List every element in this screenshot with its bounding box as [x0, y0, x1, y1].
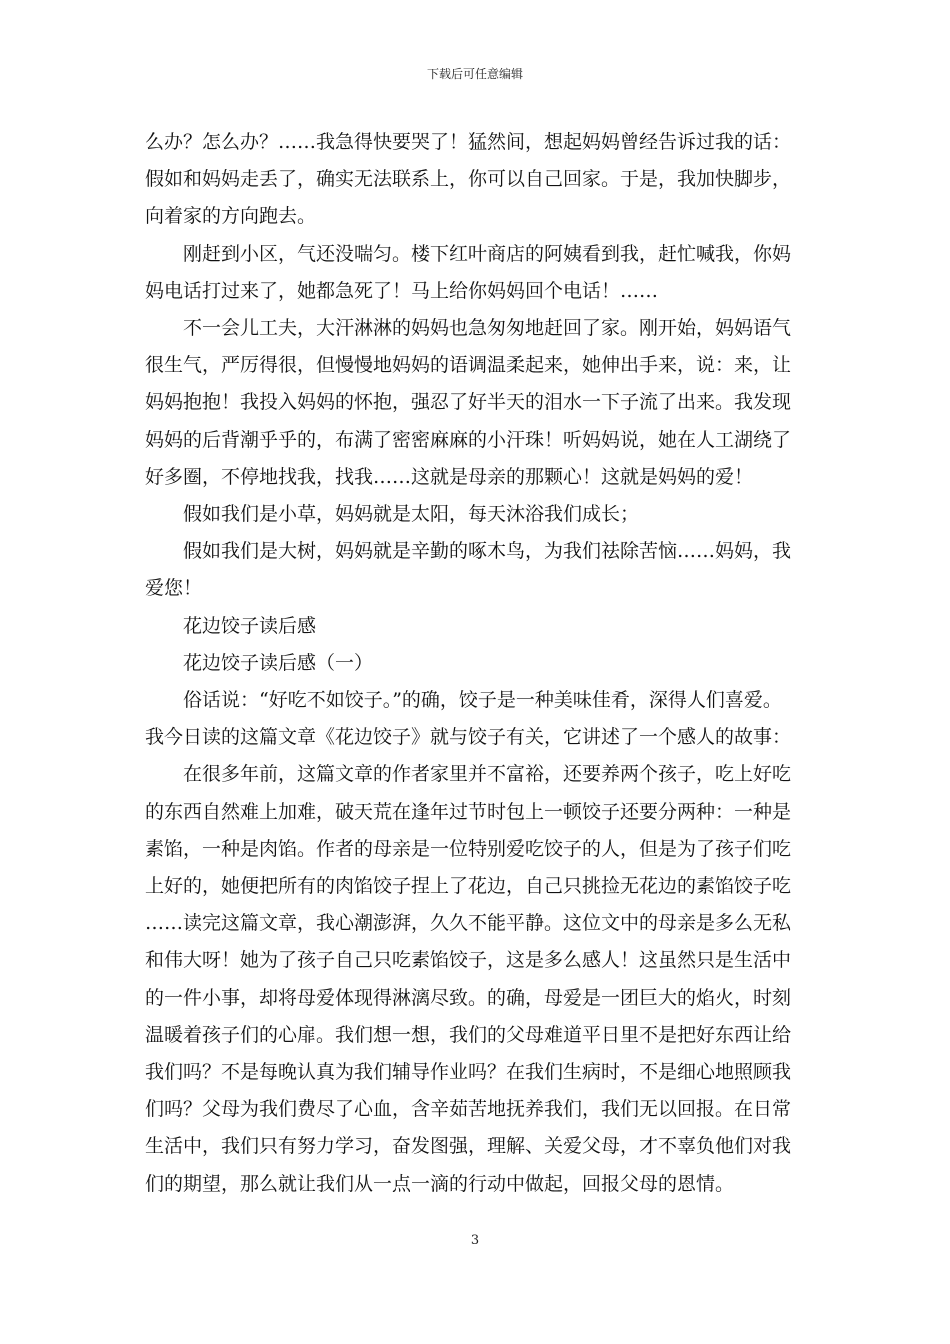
text-line: 和伟大呀！她为了孩子自己只吃素馅饺子，这是多么感人！这虽然只是生活中 — [145, 949, 792, 972]
text-line: 假如我们是大树，妈妈就是辛勤的啄木鸟，为我们祛除苦恼……妈妈，我 — [183, 540, 792, 563]
paragraph — [145, 236, 825, 310]
text-line: 温暖着孩子们的心扉。我们想一想，我们的父母难道平日里不是把好东西让给 — [145, 1023, 792, 1046]
document-body — [145, 124, 825, 1203]
text-line: 素馅，一种是肉馅。作者的母亲是一位特别爱吃饺子的人，但是为了孩子们吃 — [145, 837, 792, 860]
text-line: 生活中，我们只有努力学习，奋发图强，理解、关爱父母，才不辜负他们对我 — [145, 1135, 792, 1158]
text-line: 在很多年前，这篇文章的作者家里并不富裕，还要养两个孩子，吃上好吃 — [183, 763, 792, 786]
text-line: 么办？怎么办？……我急得快要哭了！猛然间，想起妈妈曾经告诉过我的话： — [145, 131, 792, 153]
text-line: 妈妈抱抱！我投入妈妈的怀抱，强忍了好半天的泪水一下子流了出来。我发现 — [145, 391, 792, 414]
paragraph — [145, 310, 825, 496]
text-line: 好多圈，不停地找我，找我……这就是母亲的那颗心！这就是妈妈的爱！ — [145, 465, 754, 488]
text-line: 爱您！ — [145, 577, 203, 600]
text-line: 不一会儿工夫，大汗淋淋的妈妈也急匆匆地赶回了家。刚开始，妈妈语气 — [183, 317, 792, 340]
text-line: 刚赶到小区，气还没喘匀。楼下红叶商店的阿姨看到我，赶忙喊我，你妈 — [183, 242, 792, 265]
paragraph — [145, 756, 825, 1202]
text-line: 我今日读的这篇文章《花边饺子》就与饺子有关，它讲述了一个感人的故事： — [145, 726, 792, 749]
text-line: 假如和妈妈走丢了，确实无法联系上，你可以自己回家。于是，我加快脚步， — [145, 168, 792, 191]
text-line: ……读完这篇文章，我心潮澎湃，久久不能平静。这位文中的母亲是多么无私 — [145, 912, 792, 935]
text-line: 花边饺子读后感（一） — [183, 651, 374, 674]
paragraph — [145, 682, 825, 756]
text-line: 们的期望，那么就让我们从一点一滴的行动中做起，回报父母的恩情。 — [145, 1172, 735, 1195]
section-title — [145, 608, 825, 645]
paragraph — [145, 533, 825, 607]
text-line: 花边饺子读后感 — [183, 614, 317, 637]
page-header: 下载后可任意编辑 — [426, 67, 523, 81]
paragraph — [145, 124, 825, 236]
text-line: 的东西自然难上加难，破天荒在逢年过节时包上一顿饺子还要分两种：一种是 — [145, 800, 792, 823]
page-number: 3 — [470, 1233, 480, 1248]
paragraph — [145, 496, 825, 533]
text-line: 妈妈的后背潮乎乎的，布满了密密麻麻的小汗珠！听妈妈说，她在人工湖绕了 — [145, 428, 792, 451]
text-line: 我们吗？不是每晚认真为我们辅导作业吗？在我们生病时，不是细心地照顾我 — [145, 1061, 792, 1084]
text-line: 上好的，她便把所有的肉馅饺子捏上了花边，自己只挑捡无花边的素馅饺子吃 — [145, 875, 792, 898]
text-line: 们吗？父母为我们费尽了心血，含辛茹苦地抚养我们，我们无以回报。在日常 — [145, 1098, 792, 1121]
text-line: 很生气，严厉得很，但慢慢地妈妈的语调温柔起来，她伸出手来，说：来，让 — [145, 354, 792, 377]
text-line: 假如我们是小草，妈妈就是太阳，每天沐浴我们成长； — [183, 503, 640, 526]
text-line: 向着家的方向跑去。 — [145, 205, 317, 228]
text-line: 妈电话打过来了，她都急死了！马上给你妈妈回个电话！…… — [145, 279, 659, 302]
text-line: 的一件小事，却将母爱体现得淋漓尽致。的确，母爱是一团巨大的焰火，时刻 — [145, 986, 792, 1009]
section-subtitle — [145, 645, 825, 682]
text-line: 俗话说：“好吃不如饺子。”的确，饺子是一种美味佳肴，深得人们喜爱。 — [183, 689, 782, 712]
